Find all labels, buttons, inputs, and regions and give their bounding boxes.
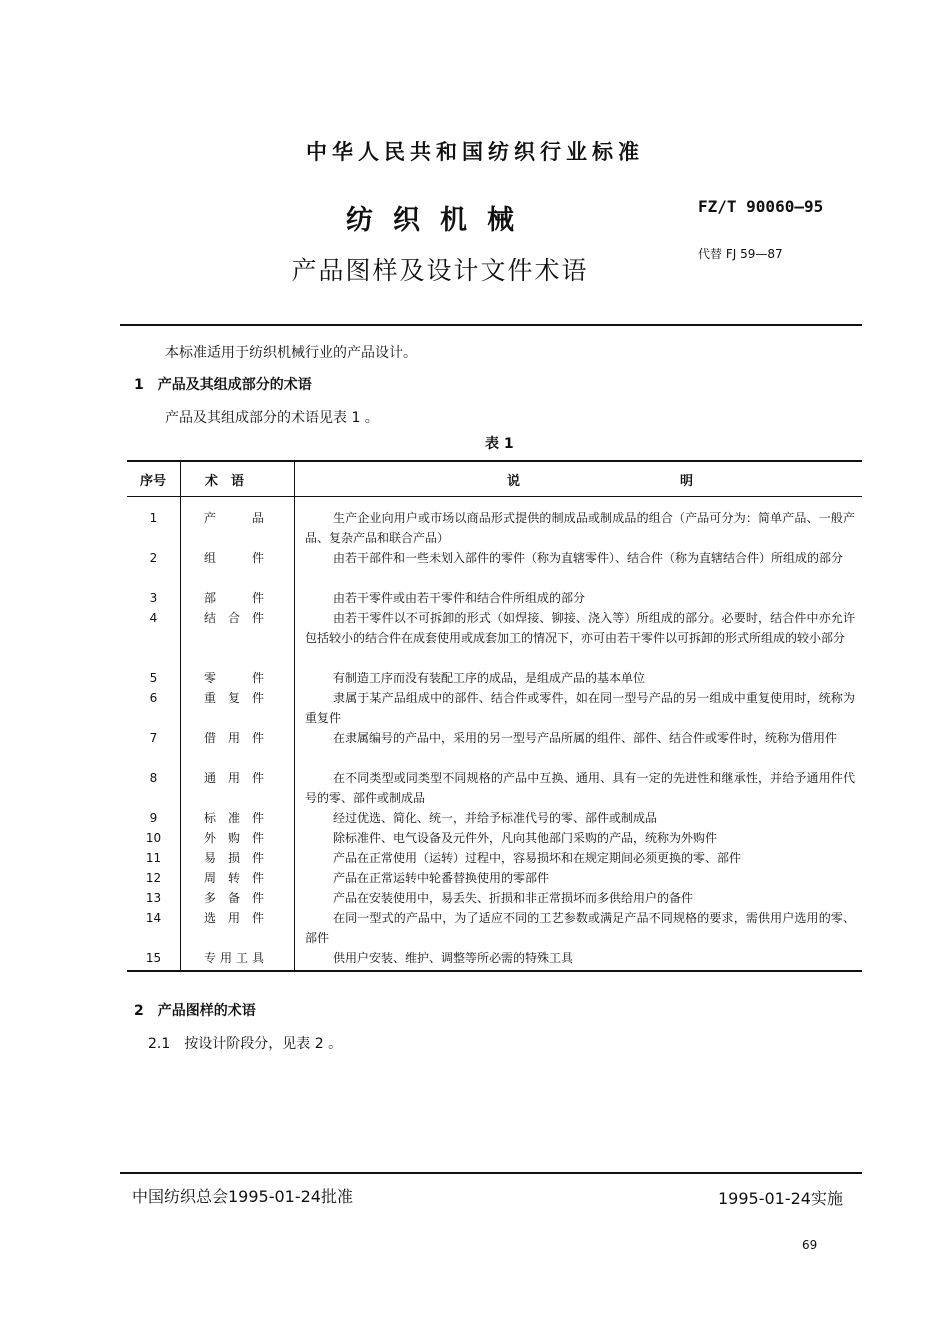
row-description: 由若干零件以不可拆卸的形式（如焊接、铆接、浇入等）所组成的部分。必要时，结合件中亦允许包括较小的结合件在成套使用或成套加工的情况下，亦可由若干零件以可拆卸的形式所组成的较小部分	[305, 611, 855, 645]
section-1-text: 产品及其组成部分的术语见表 1 。	[165, 410, 379, 426]
row-number: 6	[149, 691, 158, 705]
header-desc-2: 明	[680, 474, 694, 489]
row-description: 经过优选、简化、统一，并给予标准代号的零、部件或制成品	[333, 811, 658, 825]
standard-code: FZ/T 90060—95	[698, 197, 824, 216]
row-number: 8	[149, 771, 158, 785]
sub-title: 产品图样及设计文件术语	[291, 256, 589, 285]
table-top-border	[127, 460, 862, 462]
row-term: 结合件	[204, 611, 264, 625]
header-num: 序号	[140, 474, 167, 489]
implementation-date: 1995-01-24实施	[718, 1189, 843, 1208]
row-description: 产品在安装使用中，易丢失、折损和非正常损坏而多供给用户的备件	[333, 891, 694, 905]
row-number: 12	[145, 871, 162, 885]
row-term: 专用工具	[204, 951, 264, 965]
main-title: 纺织机械	[346, 205, 534, 236]
approval-date: 中国纺织总会1995-01-24批准	[132, 1187, 353, 1206]
row-number: 13	[145, 891, 162, 905]
row-description: 在同一型式的产品中，为了适应不同的工艺参数或满足产品不同规格的要求，需供用户选用的零、部件	[305, 911, 855, 945]
row-term: 外购件	[204, 831, 264, 845]
row-number: 3	[149, 591, 158, 605]
row-term: 多备件	[204, 891, 264, 905]
row-term: 易损件	[204, 851, 264, 865]
page-number: 69	[802, 1238, 818, 1252]
header-rule	[120, 324, 862, 326]
row-term: 部件	[204, 591, 264, 605]
row-number: 10	[145, 831, 162, 845]
replaces-note: 代替 FJ 59—87	[698, 247, 783, 261]
section-2-heading: 2 产品图样的术语	[134, 1003, 256, 1019]
row-term: 组件	[204, 551, 264, 565]
scope-text: 本标准适用于纺织机械行业的产品设计。	[165, 345, 417, 361]
row-number: 1	[149, 511, 158, 525]
row-description: 除标准件、电气设备及元件外，凡向其他部门采购的产品，统称为外购件	[333, 831, 718, 845]
row-description: 产品在正常运转中轮番替换使用的零部件	[333, 871, 550, 885]
row-term: 产品	[204, 511, 264, 525]
table-column-divider-1	[180, 460, 181, 971]
row-number: 11	[145, 851, 162, 865]
row-description: 产品在正常使用（运转）过程中，容易损坏和在规定期间必须更换的零、部件	[333, 851, 742, 865]
row-term: 周转件	[204, 871, 264, 885]
row-term: 选用件	[204, 911, 264, 925]
row-number: 7	[149, 731, 158, 745]
row-number: 14	[145, 911, 162, 925]
standard-title: 中华人民共和国纺织行业标准	[306, 140, 644, 164]
header-desc-1: 说	[507, 474, 521, 489]
header-term: 术 语	[205, 474, 245, 489]
row-term: 标准件	[204, 811, 264, 825]
row-number: 2	[149, 551, 158, 565]
row-number: 9	[149, 811, 158, 825]
row-description: 由若干零件或由若干零件和结合件所组成的部分	[333, 591, 586, 605]
row-description: 在隶属编号的产品中，采用的另一型号产品所属的组件、部件、结合件或零件时，统称为借用件	[333, 731, 838, 745]
row-term: 借用件	[204, 731, 264, 745]
row-description: 有制造工序而没有装配工序的成品，是组成产品的基本单位	[333, 671, 646, 685]
row-description: 生产企业向用户或市场以商品形式提供的制成品或制成品的组合（产品可分为：简单产品、一般产品、复杂产品和联合产品）	[305, 511, 855, 545]
row-term: 重复件	[204, 691, 264, 705]
row-description: 由若干部件和一些未划入部件的零件（称为直辖零件）、结合件（称为直辖结合件）所组成的部分	[333, 551, 844, 565]
table-header-divider	[127, 496, 862, 497]
row-description: 供用户安装、维护、调整等所必需的特殊工具	[333, 951, 574, 965]
table-1-caption: 表 1	[485, 436, 514, 452]
row-number: 15	[145, 951, 162, 965]
row-description: 隶属于某产品组成中的部件、结合件或零件，如在同一型号产品的另一组成中重复使用时，统称为重复件	[305, 691, 855, 725]
row-term: 通用件	[204, 771, 264, 785]
table-bottom-border	[127, 970, 862, 972]
row-description: 在不同类型或同类型不同规格的产品中互换、通用、具有一定的先进性和继承性，并给予通用件代号的零、部件或制成品	[305, 771, 855, 805]
section-1-heading: 1 产品及其组成部分的术语	[134, 377, 312, 393]
row-number: 4	[149, 611, 158, 625]
footer-rule	[120, 1172, 862, 1174]
row-number: 5	[149, 671, 158, 685]
table-column-divider-2	[294, 460, 295, 971]
row-term: 零件	[204, 671, 264, 685]
section-2-1-text: 2.1 按设计阶段分，见表 2 。	[148, 1036, 343, 1052]
